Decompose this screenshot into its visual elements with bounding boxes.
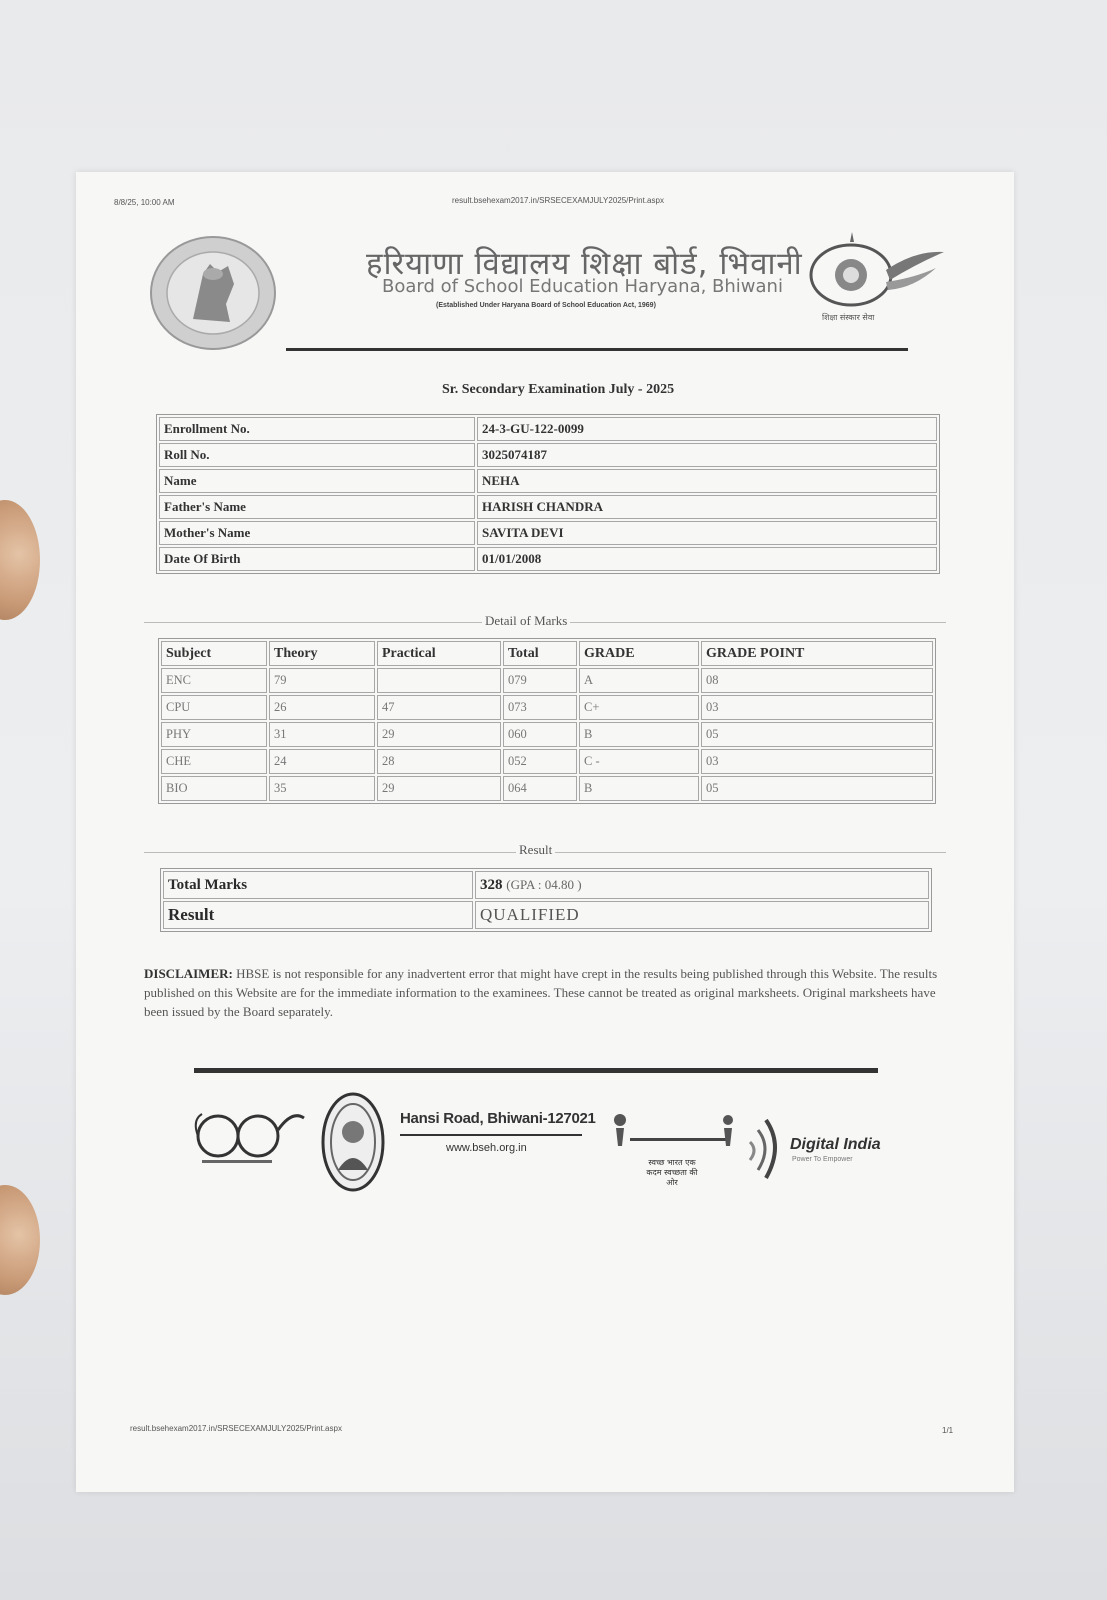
col-subject: Subject: [161, 641, 267, 666]
cell: 28: [377, 749, 501, 774]
cell: 24: [269, 749, 375, 774]
col-practical: Practical: [377, 641, 501, 666]
result-table: [160, 868, 932, 932]
digital-india-tagline: Power To Empower: [792, 1156, 853, 1163]
result-value: QUALIFIED: [475, 901, 929, 929]
cell: 073: [503, 695, 577, 720]
mother-value: SAVITA DEVI: [477, 521, 937, 545]
col-total: Total: [503, 641, 577, 666]
cell: C -: [579, 749, 699, 774]
cell: 35: [269, 776, 375, 801]
marks-table: [158, 638, 936, 804]
cell: 08: [701, 668, 933, 693]
table-row: [163, 901, 929, 929]
print-url: result.bsehexam2017.in/SRSECEXAMJULY2025/Print.aspx: [452, 196, 664, 205]
total-marks-value: 328: [480, 876, 503, 893]
student-info-table: [156, 414, 940, 574]
marks-header-row: [161, 641, 933, 666]
result-sheet: [76, 172, 1014, 1492]
cell: 05: [701, 776, 933, 801]
footer-website: www.bseh.org.in: [446, 1142, 527, 1154]
col-grade: GRADE: [579, 641, 699, 666]
cell: 064: [503, 776, 577, 801]
swachh-glasses-icon: [192, 1100, 307, 1170]
table-row: [159, 521, 937, 545]
cell: 05: [701, 722, 933, 747]
roll-label: Roll No.: [159, 443, 475, 467]
cell: BIO: [161, 776, 267, 801]
digital-india-label: Digital India: [790, 1136, 881, 1153]
table-row: [159, 547, 937, 571]
lamp-emblem-icon: [806, 230, 946, 320]
name-value: NEHA: [477, 469, 937, 493]
board-name-hindi: हरियाणा विद्यालय शिक्षा बोर्ड, भिवानी: [366, 246, 803, 282]
table-row: [159, 417, 937, 441]
enrollment-label: Enrollment No.: [159, 417, 475, 441]
header-rule: [286, 348, 908, 351]
cell: B: [579, 776, 699, 801]
table-row: [161, 776, 933, 801]
footer-address: Hansi Road, Bhiwani-127021: [400, 1110, 596, 1127]
cell: 29: [377, 776, 501, 801]
print-datetime: 8/8/25, 10:00 AM: [114, 198, 175, 207]
roll-value: 3025074187: [477, 443, 937, 467]
result-section-label: Result: [516, 842, 555, 858]
total-marks-cell: [475, 871, 929, 899]
cell: 052: [503, 749, 577, 774]
dob-label: Date Of Birth: [159, 547, 475, 571]
enrollment-value: 24-3-GU-122-0099: [477, 417, 937, 441]
cell: 03: [701, 749, 933, 774]
table-row: [161, 695, 933, 720]
digital-india-icon: [744, 1116, 788, 1182]
board-established: (Established Under Haryana Board of School Education Act, 1969): [436, 302, 656, 309]
footer-url: result.bsehexam2017.in/SRSECEXAMJULY2025/Print.aspx: [130, 1424, 342, 1433]
cell: 79: [269, 668, 375, 693]
finger-bottom: [0, 1185, 40, 1295]
name-label: Name: [159, 469, 475, 493]
col-grade-point: GRADE POINT: [701, 641, 933, 666]
cell: CHE: [161, 749, 267, 774]
table-row: [159, 469, 937, 493]
table-row: [163, 871, 929, 899]
footer-address-rule: [400, 1134, 582, 1136]
cell: PHY: [161, 722, 267, 747]
board-motto: शिक्षा संस्कार सेवा: [822, 313, 875, 322]
swachh-caption: स्वच्छ भारत एक कदम स्वच्छता की ओर: [646, 1158, 698, 1187]
cell: 47: [377, 695, 501, 720]
disclaimer: [144, 964, 942, 1021]
cell: 31: [269, 722, 375, 747]
dob-value: 01/01/2008: [477, 547, 937, 571]
total-marks-label: Total Marks: [163, 871, 473, 899]
cell: [377, 668, 501, 693]
swachh-bharat-icon: [608, 1108, 738, 1158]
col-theory: Theory: [269, 641, 375, 666]
disclaimer-text: HBSE is not responsible for any inadvertent error that might have crept in the results being published through this Website. The results published on this Website are for the immediate information to the examinees. These cannot be treated as original marksheets. Original marksheets have been issued by the Board separately.: [144, 966, 938, 1019]
father-value: HARISH CHANDRA: [477, 495, 937, 519]
mother-label: Mother's Name: [159, 521, 475, 545]
page-number: 1/1: [942, 1426, 954, 1435]
cell: ENC: [161, 668, 267, 693]
finger-top: [0, 500, 40, 620]
exam-title: Sr. Secondary Examination July - 2025: [442, 382, 675, 397]
beti-bachao-icon: [320, 1090, 386, 1194]
board-seal-icon: [148, 234, 278, 352]
cell: 079: [503, 668, 577, 693]
table-row: [159, 443, 937, 467]
footer-rule: [194, 1068, 878, 1073]
cell: 29: [377, 722, 501, 747]
father-label: Father's Name: [159, 495, 475, 519]
table-row: [161, 722, 933, 747]
cell: A: [579, 668, 699, 693]
cell: 060: [503, 722, 577, 747]
cell: CPU: [161, 695, 267, 720]
cell: C+: [579, 695, 699, 720]
result-label: Result: [163, 901, 473, 929]
marks-section-label: Detail of Marks: [482, 613, 570, 629]
cell: 03: [701, 695, 933, 720]
cell: B: [579, 722, 699, 747]
cell: 26: [269, 695, 375, 720]
board-name-english: Board of School Education Haryana, Bhiwani: [382, 276, 783, 297]
table-row: [161, 749, 933, 774]
table-row: [161, 668, 933, 693]
gpa-text: (GPA : 04.80 ): [506, 876, 582, 892]
table-row: [159, 495, 937, 519]
disclaimer-title: DISCLAIMER:: [144, 966, 233, 981]
